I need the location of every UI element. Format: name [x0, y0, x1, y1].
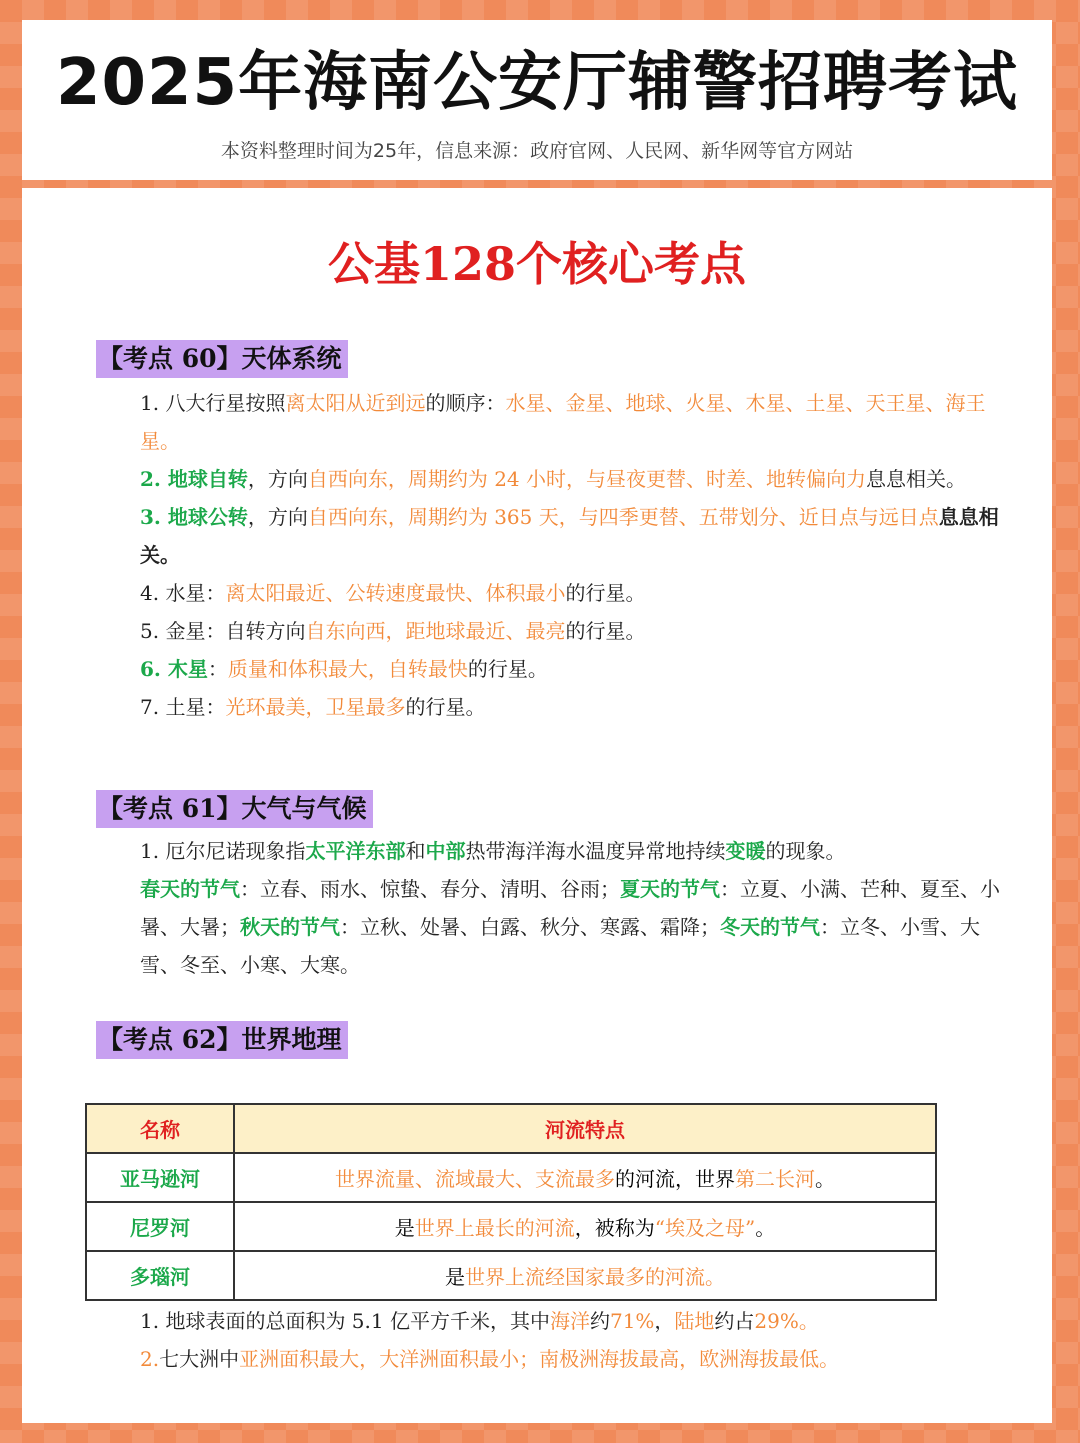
point-60-4: 4. 水星：离太阳最近、公转速度最快、体积最小的行星。 — [140, 581, 646, 605]
river-name: 尼罗河 — [86, 1202, 234, 1251]
river-feature: 是世界上流经国家最多的河流。 — [234, 1251, 936, 1300]
section-heading-60: 【考点 60】天体系统 — [96, 340, 348, 378]
point-60-6: 6. 木星：质量和体积最大，自转最快的行星。 — [140, 657, 548, 681]
section-60-body — [96, 384, 1006, 726]
section-heading-62: 【考点 62】世界地理 — [96, 1021, 348, 1059]
table-header-name: 名称 — [86, 1104, 234, 1153]
header-banner — [22, 20, 1052, 180]
river-name: 亚马逊河 — [86, 1153, 234, 1202]
point-60-1: 1. 八大行星按照离太阳从近到远的顺序：水星、金星、地球、火星、木星、土星、天王星、海王星。 — [140, 391, 986, 453]
point-60-7: 7. 土星：光环最美，卫星最多的行星。 — [140, 695, 486, 719]
point-61-solar-terms: 春天的节气：立春、雨水、惊蛰、春分、清明、谷雨；夏天的节气：立夏、小满、芒种、夏至、小暑、大暑；秋天的节气：立秋、处暑、白露、秋分、寒露、霜降；冬天的节气：立冬、小雪、大雪、冬至、小寒、大寒。 — [140, 877, 1000, 977]
point-61-1: 1. 厄尔尼诺现象指太平洋东部和中部热带海洋海水温度异常地持续变暖的现象。 — [140, 839, 846, 863]
section-61-body — [96, 832, 1006, 984]
section-62-notes — [96, 1302, 1006, 1378]
section-heading-61: 【考点 61】大气与气候 — [96, 790, 373, 828]
main-title: 公基128个核心考点 — [327, 237, 747, 291]
river-name: 多瑙河 — [86, 1251, 234, 1300]
point-60-5: 5. 金星：自转方向自东向西，距地球最近、最亮的行星。 — [140, 619, 646, 643]
page-title: 2025年海南公安厅辅警招聘考试 — [55, 46, 1019, 120]
point-60-2: 2. 地球自转，方向自西向东，周期约为 24 小时，与昼夜更替、时差、地转偏向力息息相关。 — [140, 467, 967, 491]
table-header-feature: 河流特点 — [234, 1104, 936, 1153]
table-row — [86, 1202, 936, 1251]
river-feature: 是世界上最长的河流，被称为“埃及之母”。 — [234, 1202, 936, 1251]
point-60-3: 3. 地球公转，方向自西向东，周期约为 365 天，与四季更替、五带划分、近日点与远日点息息相关。 — [140, 505, 999, 567]
page-subtitle: 本资料整理时间为25年，信息来源：政府官网、人民网、新华网等官方网站 — [220, 140, 854, 162]
river-feature: 世界流量、流域最大、支流最多的河流，世界第二长河。 — [234, 1153, 936, 1202]
note-62-2: 2.七大洲中亚洲面积最大，大洋洲面积最小；南极洲海拔最高，欧洲海拔最低。 — [140, 1347, 840, 1371]
content-card — [22, 188, 1052, 1423]
table-row — [86, 1153, 936, 1202]
table-row — [86, 1251, 936, 1300]
rivers-table — [85, 1103, 937, 1301]
note-62-1: 1. 地球表面的总面积为 5.1 亿平方千米，其中海洋约71%，陆地约占29%。 — [140, 1309, 819, 1333]
table-header-row — [86, 1104, 936, 1153]
